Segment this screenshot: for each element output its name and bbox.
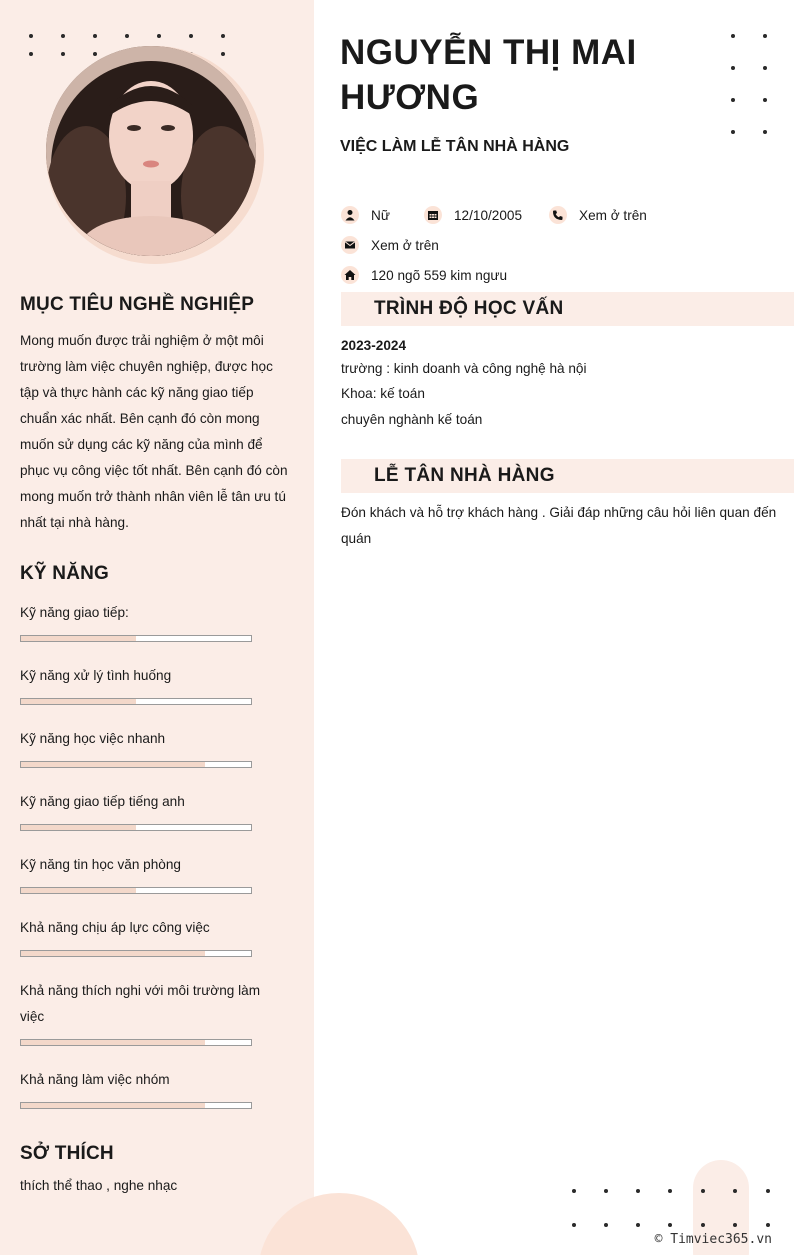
skill-bar-fill [21, 699, 136, 704]
skill-item [20, 663, 290, 689]
skill-bar [20, 635, 252, 642]
skill-bar [20, 950, 252, 957]
skill-item [20, 1067, 290, 1093]
birthday-value: 12/10/2005 [454, 207, 523, 223]
skill-item [20, 600, 290, 626]
skill-bar-fill [21, 951, 205, 956]
skill-item [20, 915, 290, 941]
education-faculty: Khoa: kế toán [341, 386, 425, 401]
hobbies-title: SỞ THÍCH [20, 1143, 114, 1164]
phone-icon [549, 206, 567, 224]
objective-title: MỤC TIÊU NGHỀ NGHIỆP [20, 294, 255, 315]
email-info [341, 236, 439, 254]
skills-title: KỸ NĂNG [20, 563, 110, 584]
skill-item [20, 726, 290, 752]
address-value: 120 ngõ 559 kim ngưu [371, 267, 508, 283]
mail-icon [341, 236, 359, 254]
education-major: chuyên nghành kế toán [341, 412, 483, 427]
skill-label: Kỹ năng giao tiếp: [20, 605, 129, 620]
skill-bar [20, 887, 252, 894]
skill-label: Khả năng chịu áp lực công việc [20, 920, 210, 935]
user-icon [341, 206, 359, 224]
email-value: Xem ở trên [371, 237, 439, 253]
copyright: © Timviec365.vn [654, 1232, 772, 1247]
sidebar [0, 0, 314, 1255]
skill-label: Kỹ năng giao tiếp tiếng anh [20, 794, 185, 809]
address-info [341, 266, 507, 284]
skill-bar [20, 1102, 252, 1109]
avatar [46, 46, 256, 256]
education-period: 2023-2024 [341, 338, 407, 353]
hobbies-text: thích thể thao , nghe nhạc [20, 1178, 178, 1193]
skill-bar [20, 824, 252, 831]
skill-bar-fill [21, 1103, 205, 1108]
skill-item [20, 978, 290, 1030]
job-title: VIỆC LÀM LỄ TÂN NHÀ HÀNG [340, 138, 570, 155]
objective-text: Mong muốn được trải nghiệm ở một môi trường làm việc chuyên nghiệp, được học tập và thực hành các kỹ năng giao tiếp chuẩn xác nhất. Bên cạnh đó còn mong muốn sử dụng các kỹ năng của mình để phục vụ công việc tốt nhất. Bên cạnh đó còn mong muốn trở thành nhân viên lễ tân ưu tú nhất tại nhà hàng. [20, 333, 288, 530]
skill-bar [20, 698, 252, 705]
skill-label: Kỹ năng tin học văn phòng [20, 857, 181, 872]
phone-value: Xem ở trên [579, 207, 647, 223]
skill-item [20, 852, 290, 878]
skill-bar-fill [21, 1040, 205, 1045]
birthday-info [424, 206, 522, 224]
full-name: NGUYỄN THỊ MAI HƯƠNG [340, 33, 637, 117]
education-school: trường : kinh doanh và công nghệ hà nội [341, 361, 587, 376]
education-title: TRÌNH ĐỘ HỌC VẤN [374, 298, 564, 319]
skill-bar-fill [21, 762, 205, 767]
skill-label: Kỹ năng xử lý tình huống [20, 668, 172, 683]
skill-item [20, 789, 290, 815]
calendar-icon [424, 206, 442, 224]
skill-label: Kỹ năng học việc nhanh [20, 731, 166, 746]
phone-info [549, 206, 647, 224]
skill-label: Khả năng làm việc nhóm [20, 1072, 170, 1087]
skill-bar [20, 1039, 252, 1046]
skill-label: Khả năng thích nghi với môi trường làm việc [20, 983, 261, 1024]
home-icon [341, 266, 359, 284]
skill-bar [20, 761, 252, 768]
skill-bar-fill [21, 825, 136, 830]
gender-value: Nữ [371, 207, 390, 223]
experience-description: Đón khách và hỗ trợ khách hàng . Giải đáp những câu hỏi liên quan đến quán [341, 505, 777, 546]
skill-bar-fill [21, 636, 136, 641]
skill-bar-fill [21, 888, 136, 893]
experience-title: LỄ TÂN NHÀ HÀNG [374, 465, 555, 486]
gender-info [341, 206, 390, 224]
